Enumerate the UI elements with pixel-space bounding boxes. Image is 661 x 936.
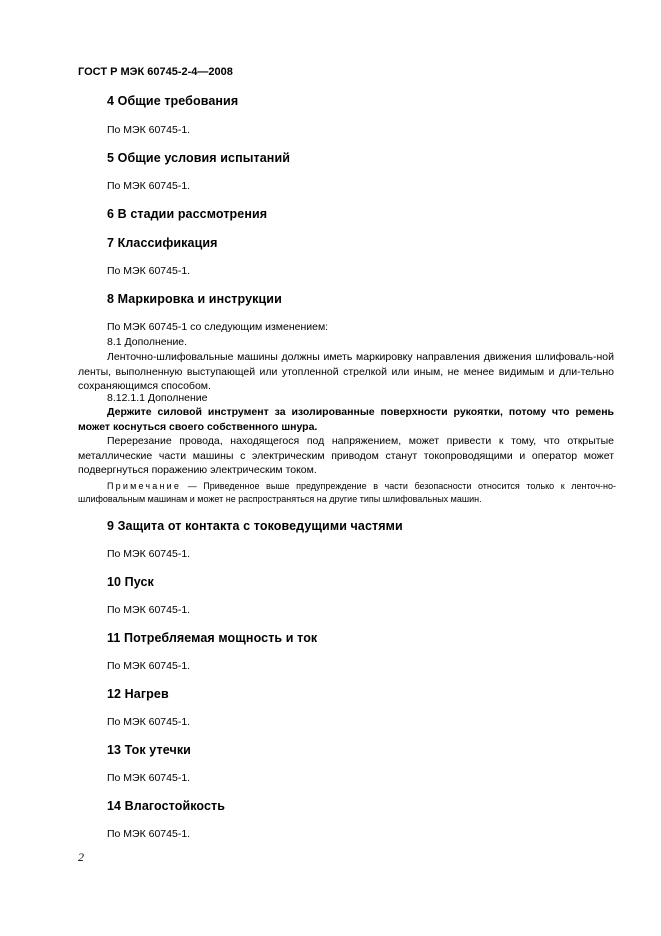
section-text: По МЭК 60745-1. — [107, 828, 191, 840]
item-8-1: 8.1 Дополнение. — [107, 336, 188, 348]
section-text: По МЭК 60745-1. — [107, 660, 191, 672]
section8-intro: По МЭК 60745-1 со следующим изменением: — [107, 321, 329, 333]
section-heading: 10 Пуск — [107, 575, 154, 589]
section-heading: 5 Общие условия испытаний — [107, 151, 291, 165]
section-heading: 14 Влагостойкость — [107, 799, 226, 813]
page-number: 2 — [78, 850, 84, 864]
section-text: По МЭК 60745-1. — [107, 265, 191, 277]
note — [78, 480, 616, 506]
section-heading: 8 Маркировка и инструкции — [107, 292, 282, 306]
note-label: Примечание — [107, 481, 182, 491]
section-heading: 7 Классификация — [107, 236, 218, 250]
paragraph-8-1: Ленточно-шлифовальные машины должны иметь маркировку направления движения шлифоваль-ной ленты, выполненную выступающей или утопленной стрелкой или иным, не менее видимым и дли-тельно сохраняющимся способом. — [78, 351, 614, 392]
section-heading: 6 В стадии рассмотрения — [107, 207, 268, 221]
section-heading: 4 Общие требования — [107, 94, 239, 108]
section-text: По МЭК 60745-1. — [107, 772, 191, 784]
document-header: ГОСТ Р МЭК 60745-2-4—2008 — [78, 66, 233, 78]
section-text: По МЭК 60745-1. — [107, 716, 191, 728]
section-heading: 13 Ток утечки — [107, 743, 191, 757]
section-heading: 12 Нагрев — [107, 687, 169, 701]
paragraph-cut-wire: Перерезание провода, находящегося под напряжением, может привести к тому, что открытые металлические части машины с электрическим приводом станут токопроводящими и оператор может подвергнуться поражению электрическим током. — [78, 435, 614, 476]
item-8-12-1-1: 8.12.1.1 Дополнение — [107, 392, 208, 404]
warning-paragraph: Держите силовой инструмент за изолированные поверхности рукоятки, потому что ремень может коснуться своего собственного шнура. — [78, 406, 614, 433]
section-text: По МЭК 60745-1. — [107, 548, 191, 560]
section-text: По МЭК 60745-1. — [107, 604, 191, 616]
section-text: По МЭК 60745-1. — [107, 124, 191, 136]
section-heading: 11 Потребляемая мощность и ток — [107, 631, 318, 645]
note-text: — Приведенное выше предупреждение в части безопасности относится только к ленточ-но-шлифовальным машинам и может не распространяться на другие типы шлифовальных машин. — [78, 481, 616, 504]
section-text: По МЭК 60745-1. — [107, 180, 191, 192]
section-heading: 9 Защита от контакта с токоведущими частями — [107, 519, 403, 533]
